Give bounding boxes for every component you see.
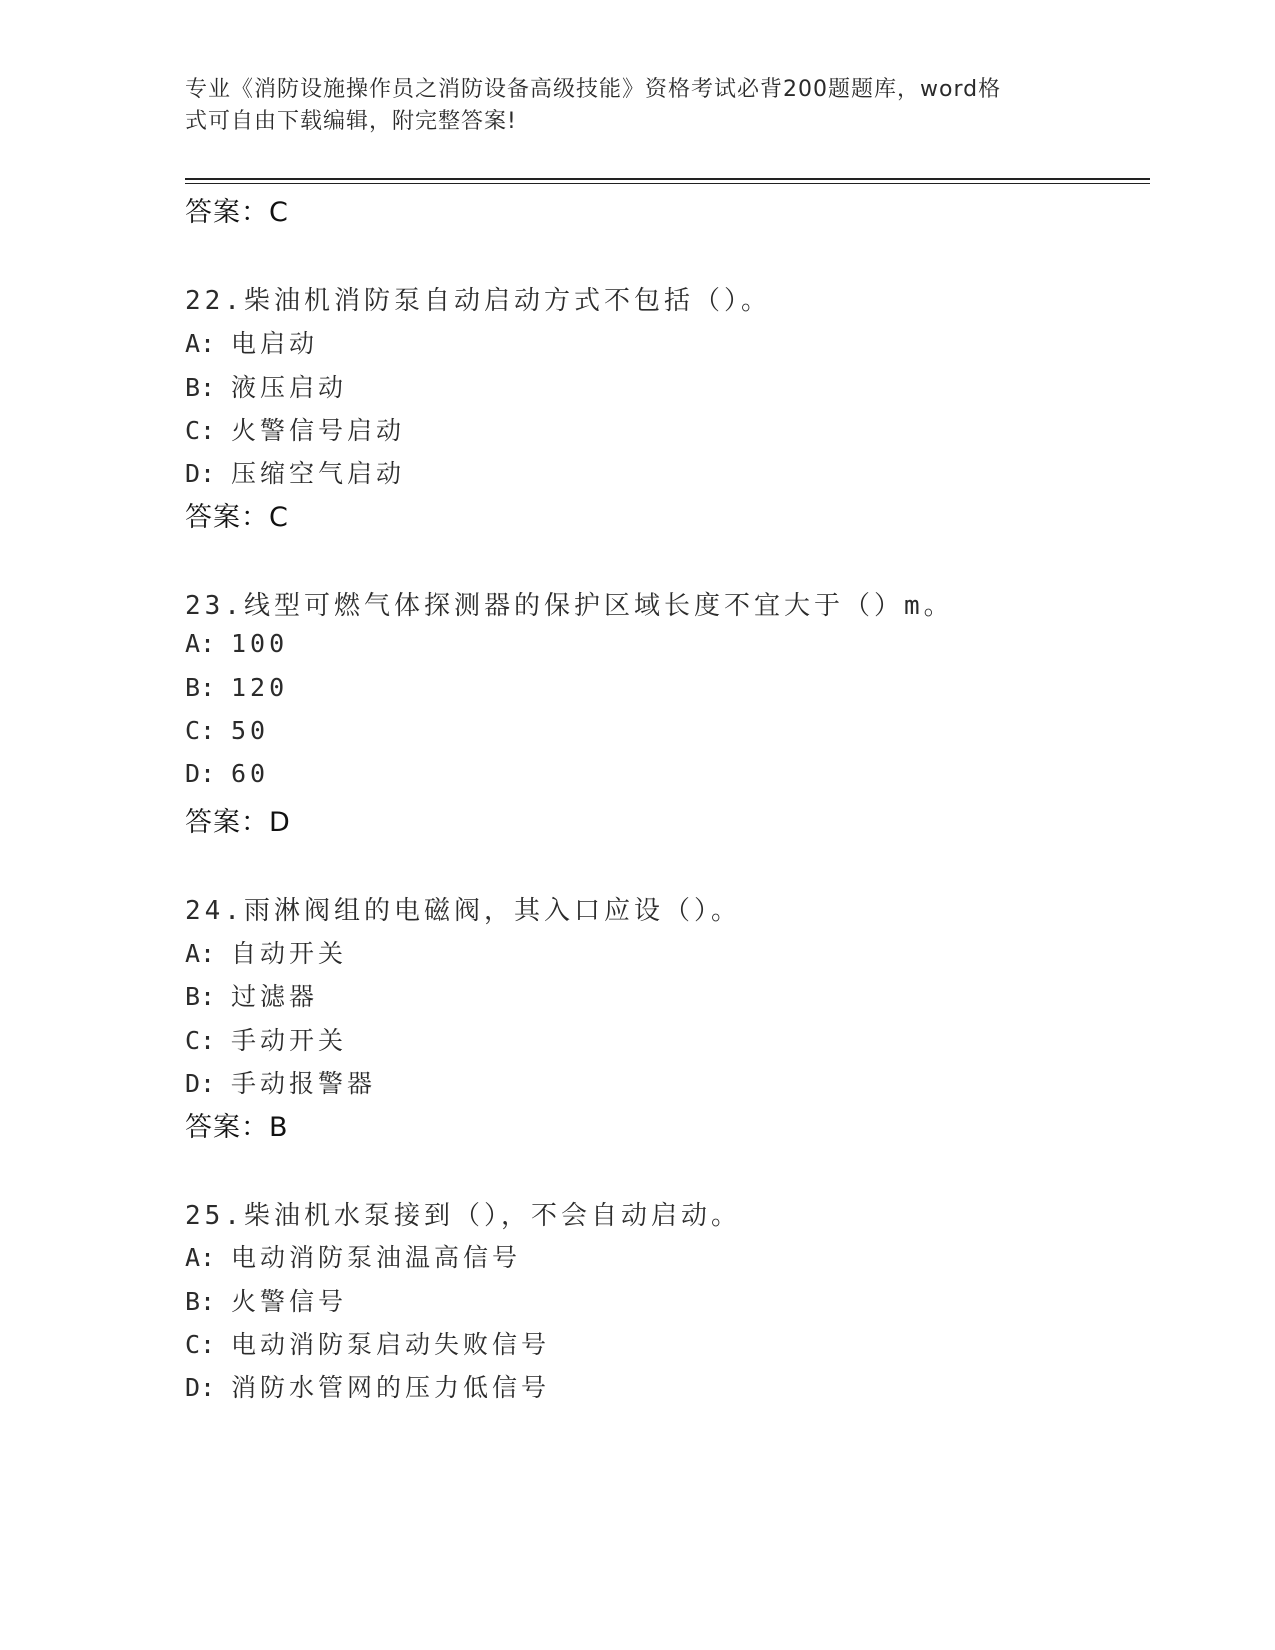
question-22-stem: 22.柴油机消防泵自动启动方式不包括（）。 — [185, 286, 771, 316]
option-text: 火警信号启动 — [231, 416, 406, 445]
option-key: A: — [185, 939, 216, 968]
option-text: 手动开关 — [231, 1026, 348, 1055]
option-text: 过滤器 — [231, 982, 319, 1011]
option-text: 120 — [231, 673, 289, 702]
option-text: 手动报警器 — [231, 1069, 377, 1098]
question-22-answer: 答案：C — [185, 502, 289, 533]
question-23-option-d — [185, 759, 269, 788]
question-24-option-c — [185, 1021, 347, 1057]
document-header — [185, 74, 1065, 138]
question-24-stem: 24.雨淋阀组的电磁阀，其入口应设（）。 — [185, 896, 741, 926]
option-key: D: — [185, 1373, 216, 1402]
header-rule-thick — [185, 178, 1150, 180]
option-key: A: — [185, 1243, 216, 1272]
header-line-1: 专业《消防设施操作员之消防设备高级技能》资格考试必背200题题库，word格 — [185, 77, 1002, 102]
option-key: A: — [185, 329, 216, 358]
question-23-option-a — [185, 629, 288, 658]
question-22-option-c — [185, 411, 405, 447]
question-25-stem: 25.柴油机水泵接到（），不会自动启动。 — [185, 1201, 741, 1231]
option-text: 60 — [231, 759, 270, 788]
option-key: B: — [185, 373, 216, 402]
question-25-option-d — [185, 1368, 550, 1404]
question-24-option-a — [185, 934, 347, 970]
question-25-option-b — [185, 1282, 347, 1318]
option-key: C: — [185, 416, 216, 445]
option-text: 50 — [231, 716, 270, 745]
header-line-2: 式可自由下载编辑，附完整答案! — [185, 109, 517, 134]
question-22-option-a — [185, 324, 318, 360]
option-key: B: — [185, 1287, 216, 1316]
option-key: C: — [185, 1330, 216, 1359]
option-text: 压缩空气启动 — [231, 459, 406, 488]
question-25-option-c — [185, 1325, 550, 1361]
question-24-option-b — [185, 977, 318, 1013]
option-text: 电动消防泵启动失败信号 — [231, 1330, 551, 1359]
question-23-stem: 23.线型可燃气体探测器的保护区域长度不宜大于（）m。 — [185, 591, 954, 621]
option-key: C: — [185, 1026, 216, 1055]
option-key: D: — [185, 1069, 216, 1098]
option-key: D: — [185, 759, 216, 788]
option-key: D: — [185, 459, 216, 488]
option-key: C: — [185, 716, 216, 745]
option-text: 火警信号 — [231, 1287, 348, 1316]
option-text: 液压启动 — [231, 373, 348, 402]
question-23-option-c — [185, 716, 269, 745]
option-key: B: — [185, 673, 216, 702]
question-23-answer: 答案：D — [185, 807, 291, 838]
option-key: B: — [185, 982, 216, 1011]
question-24-option-d — [185, 1064, 376, 1100]
question-22-option-d — [185, 454, 405, 490]
option-text: 100 — [231, 629, 289, 658]
question-22-option-b — [185, 368, 347, 404]
option-text: 消防水管网的压力低信号 — [231, 1373, 551, 1402]
option-text: 自动开关 — [231, 939, 348, 968]
answer-previous: 答案：C — [185, 197, 289, 228]
question-25-option-a — [185, 1238, 521, 1274]
header-rule-thin — [185, 183, 1150, 184]
option-text: 电动消防泵油温高信号 — [231, 1243, 522, 1272]
question-24-answer: 答案：B — [185, 1112, 289, 1143]
question-23-option-b — [185, 673, 288, 702]
option-key: A: — [185, 629, 216, 658]
option-text: 电启动 — [231, 329, 319, 358]
